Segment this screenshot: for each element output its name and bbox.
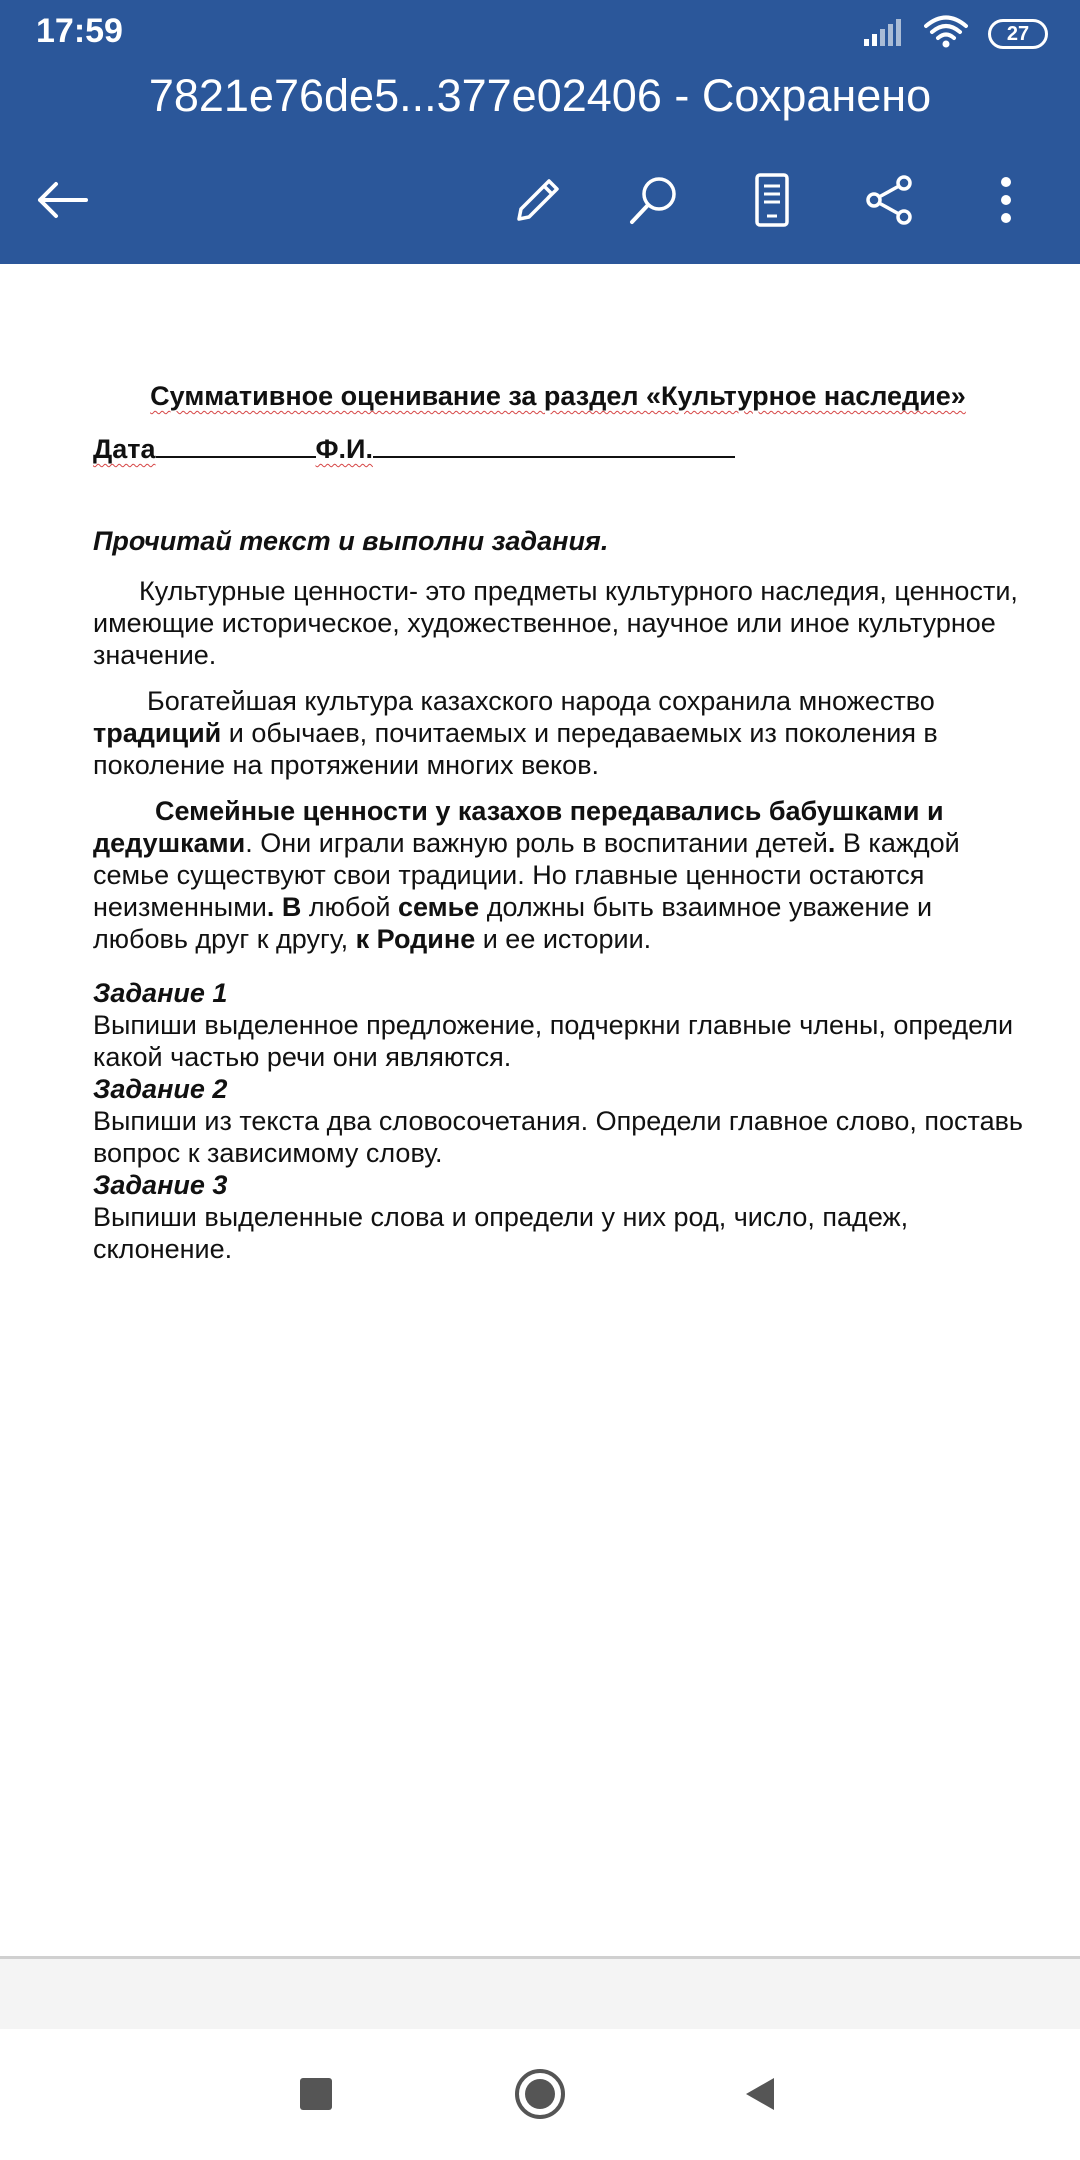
search-icon[interactable]: [614, 160, 694, 240]
task-label: Задание 1: [93, 978, 228, 1008]
date-fio-line: [93, 430, 1023, 465]
p2-bold-traditions: традиций: [93, 718, 222, 748]
status-time: 17:59: [36, 12, 123, 50]
task-label: Задание 3: [93, 1170, 228, 1200]
p3-bold-sentence: Семейные ценности у казахов передавались бабушками и дедушками: [93, 796, 944, 858]
task-1: [93, 977, 1023, 1073]
task-3: [93, 1169, 1023, 1265]
status-icons: [862, 14, 1048, 54]
wifi-icon: [924, 15, 968, 54]
p3-bold-dot: .: [827, 828, 836, 858]
date-blank: [156, 430, 316, 458]
p3-bold-v: . В: [266, 892, 302, 922]
heading-text: Суммативное оценивание за раздел «Культурное наследие»: [150, 381, 966, 411]
task-text: Выпиши выделенные слова и определи у них род, число, падеж, склонение.: [93, 1202, 909, 1264]
task-2: [93, 1073, 1023, 1169]
paragraph-1: Культурные ценности- это предметы культурного наследия, ценности, имеющие историческое, художественное, научное или иное культурное значение.: [93, 576, 1018, 670]
battery-icon: 27: [988, 19, 1048, 49]
pencil-icon[interactable]: [498, 160, 578, 240]
task-text: Выпиши из текста два словосочетания. Определи главное слово, поставь вопрос к зависимому слову.: [93, 1106, 1023, 1168]
toolbar: [0, 160, 1080, 240]
p3-bold-motherland: к Родине: [355, 924, 476, 954]
p3-bold-family: семье: [397, 892, 480, 922]
reading-view-icon[interactable]: [732, 160, 812, 240]
recent-apps-icon[interactable]: [281, 2059, 351, 2129]
p3-text-1: . Они играли важную роль в воспитании детей: [245, 828, 828, 858]
share-icon[interactable]: [849, 160, 929, 240]
document-heading: [93, 380, 1023, 412]
more-vertical-icon[interactable]: [966, 160, 1046, 240]
fio-label: Ф.И.: [315, 434, 373, 464]
bottom-strip: [0, 1959, 1080, 2029]
signal-icon: [862, 17, 904, 52]
p3-text-4: должны быть взаимное уважение и любовь друг к другу,: [93, 892, 933, 954]
home-icon[interactable]: [505, 2059, 575, 2129]
p2-text-2: и обычаев, почитаемых и передаваемых из поколения в поколение на протяжении многих веков.: [93, 718, 938, 780]
task-text: Выпиши выделенное предложение, подчеркни главные члены, определи какой частью речи они являются.: [93, 1010, 1014, 1072]
paragraph-3: [93, 795, 1023, 955]
status-bar: [0, 0, 1080, 66]
document-page: [93, 380, 1023, 1265]
p3-text-5: и ее истории.: [475, 924, 652, 954]
date-label: Дата: [93, 434, 156, 464]
document-title: 7821e76de5...377e02406 - Сохранено: [148, 70, 932, 121]
fio-blank: [373, 430, 735, 458]
document-canvas[interactable]: [0, 264, 1080, 1958]
p3-text-3: любой: [301, 892, 398, 922]
p3-text-2: В каждой семье существуют свои традиции. Но главные ценности остаются неизменными: [93, 828, 960, 922]
instruction: Прочитай текст и выполни задания.: [93, 526, 609, 556]
back-arrow-icon[interactable]: [22, 160, 102, 240]
app-header: [0, 0, 1080, 264]
task-label: Задание 2: [93, 1074, 228, 1104]
back-icon[interactable]: [725, 2059, 795, 2129]
system-nav-bar: [0, 2029, 1080, 2160]
p2-text-1: Богатейшая культура казахского народа сохранила множество: [147, 686, 935, 716]
paragraph-2: [93, 685, 1023, 781]
